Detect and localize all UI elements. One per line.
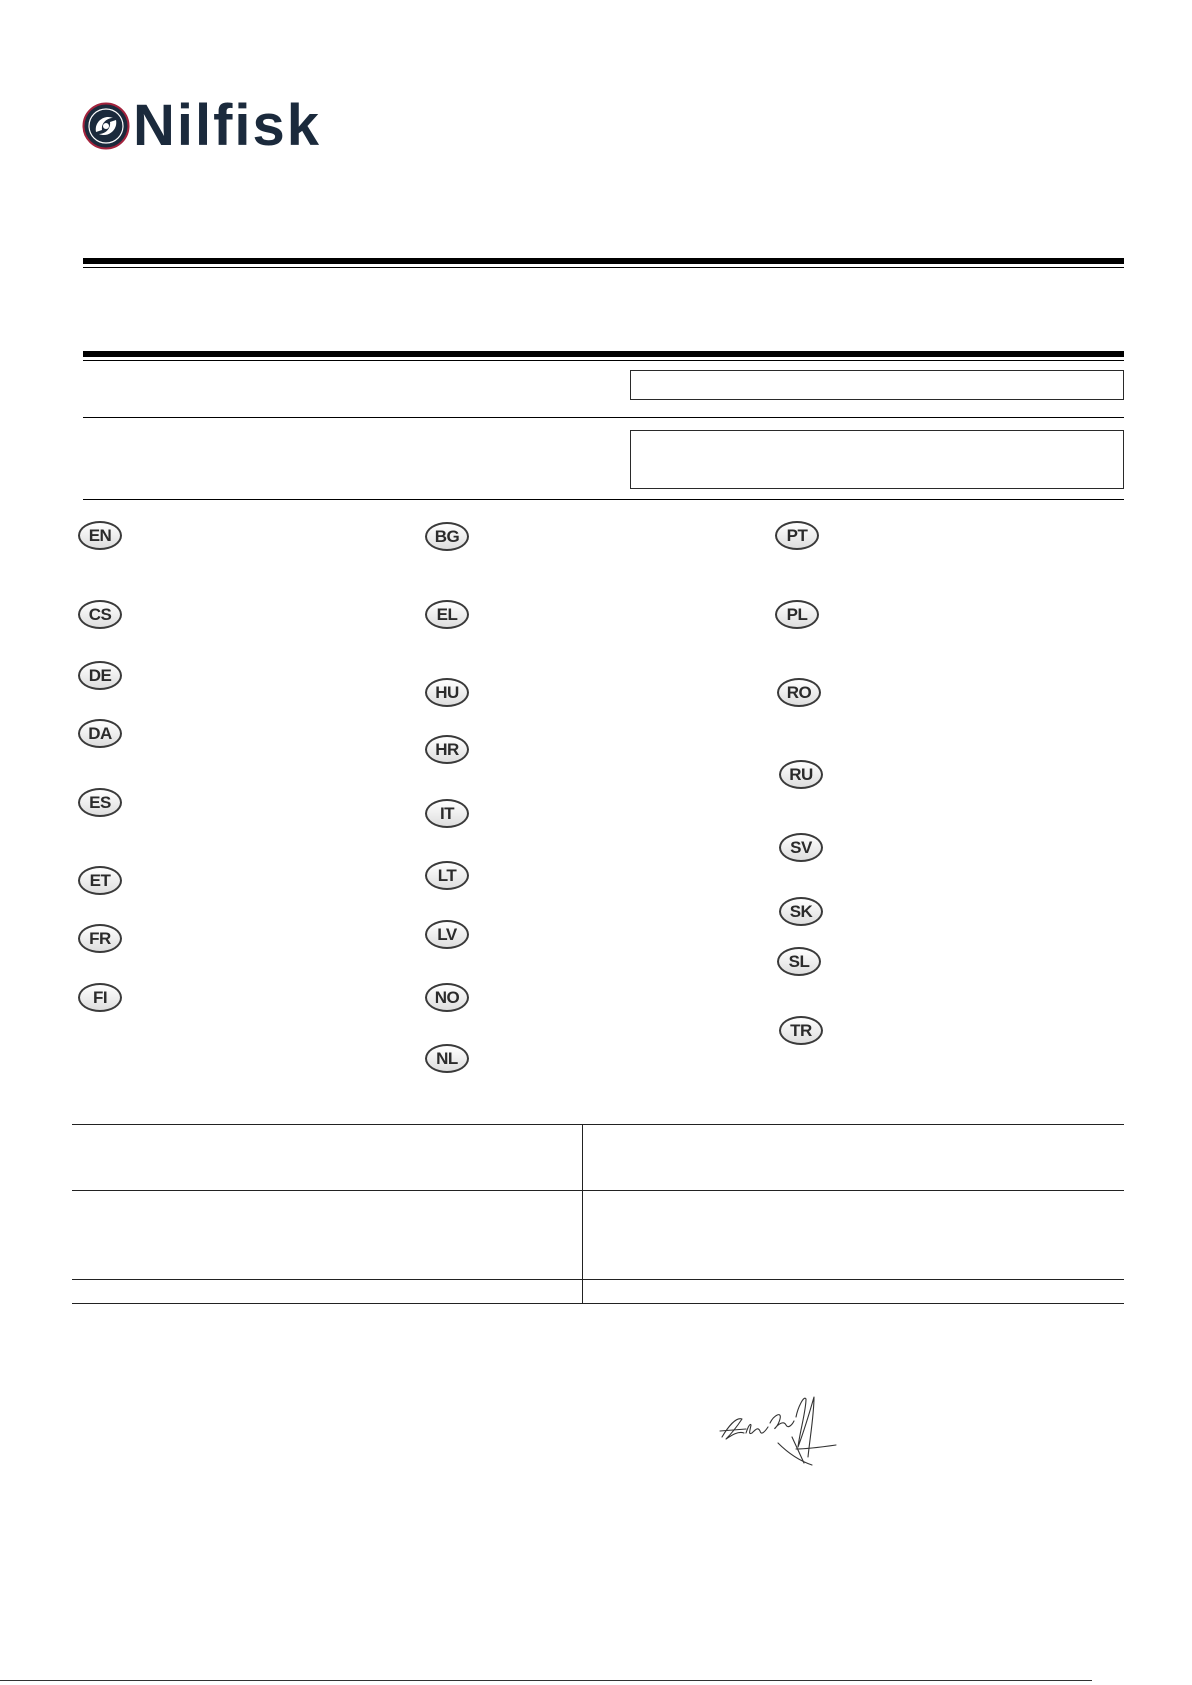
- language-badge: LV: [425, 920, 469, 949]
- language-badge: ET: [78, 866, 122, 895]
- language-badge: SL: [777, 947, 821, 976]
- language-badge: NL: [425, 1044, 469, 1073]
- language-badge: PL: [775, 600, 819, 629]
- language-badge: TR: [779, 1016, 823, 1045]
- signature: [718, 1387, 840, 1469]
- header-rule-thin: [83, 267, 1124, 268]
- language-badge: NO: [425, 983, 469, 1012]
- table-column-divider: [582, 1124, 583, 1303]
- language-badge: PT: [775, 521, 819, 550]
- header-rule-thick: [83, 258, 1124, 264]
- table-top-border: [72, 1124, 1124, 1125]
- language-badge: FI: [78, 983, 122, 1012]
- logo-wordmark: Nilfisk: [133, 93, 322, 158]
- language-badge: DA: [78, 719, 122, 748]
- section-rule-thick: [83, 351, 1124, 357]
- field-separator-1: [83, 417, 1124, 418]
- language-badge: LT: [425, 861, 469, 890]
- language-badge: HR: [425, 735, 469, 764]
- section-rule-thin: [83, 360, 1124, 361]
- language-badge: FR: [78, 924, 122, 953]
- language-badge: EL: [425, 600, 469, 629]
- language-badge: HU: [425, 678, 469, 707]
- language-badge: RU: [779, 760, 823, 789]
- field-box-2: [630, 430, 1124, 489]
- table-bottom-border: [72, 1303, 1124, 1304]
- nilfisk-swirl-logo-icon: [82, 102, 130, 150]
- language-badge: IT: [425, 799, 469, 828]
- language-badge: DE: [78, 661, 122, 690]
- language-badge: SV: [779, 833, 823, 862]
- language-badge: SK: [779, 897, 823, 926]
- language-badge: CS: [78, 600, 122, 629]
- table-row-separator: [72, 1190, 1124, 1191]
- footer-rule: [0, 1680, 1092, 1681]
- field-separator-2: [83, 499, 1124, 500]
- language-badge: EN: [78, 521, 122, 550]
- field-box-1: [630, 370, 1124, 400]
- language-badge: ES: [78, 788, 122, 817]
- language-badge: RO: [777, 678, 821, 707]
- table-row-separator: [72, 1279, 1124, 1280]
- language-badge: BG: [425, 522, 469, 551]
